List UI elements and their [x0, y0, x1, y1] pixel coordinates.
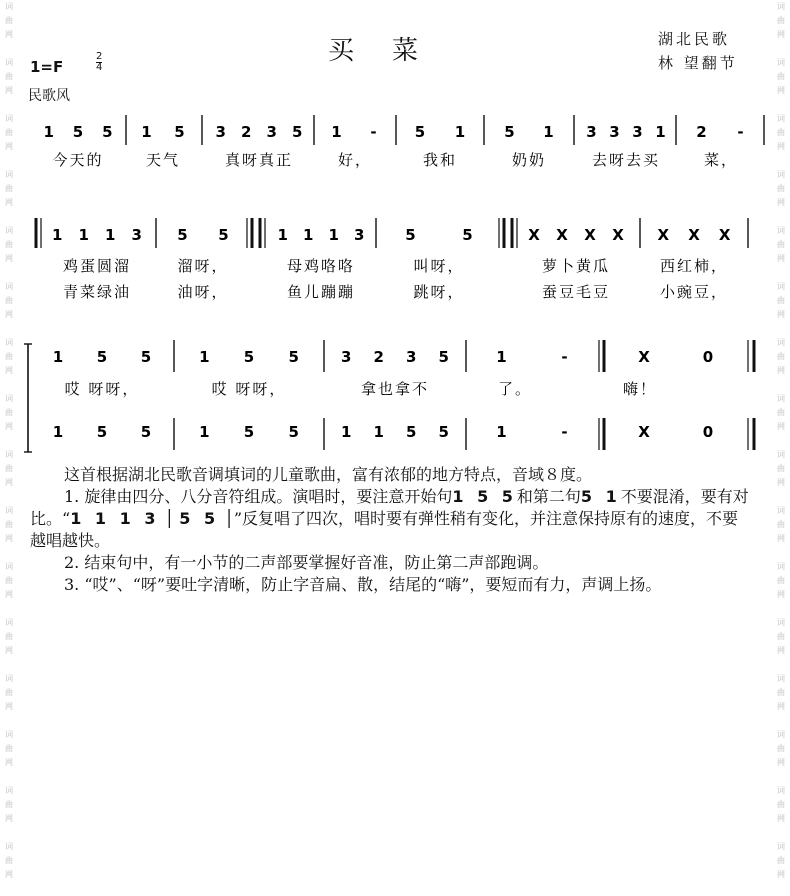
note-line-2: 1 — [105, 226, 116, 244]
note-line-2: 5 — [218, 226, 229, 244]
lyric-line-2b: 蚕豆毛豆 — [541, 283, 611, 301]
note-line-2: X — [556, 226, 568, 244]
note-line-2: 5 — [405, 226, 416, 244]
commentary — [30, 464, 750, 596]
note-line-3: 5 — [96, 348, 108, 366]
note-line-1: 3 — [266, 123, 277, 141]
note-line-1: 5 — [504, 123, 515, 141]
note-line-3: 1 — [496, 348, 507, 366]
note-line-1: 5 — [414, 123, 426, 141]
note-line-2: X — [688, 226, 700, 244]
watermark-right: 词 曲 网 词 曲 网 词 曲 网 词 曲 网 词 曲 网 词 曲 网 词 曲 网 词 曲 网 词 曲 网 词 曲 网 词 曲 网 词 曲 网 词 曲 网 词 曲 网 词 曲 网 词 曲 网 — [777, 2, 785, 879]
style-marking: 民歌风 — [28, 88, 70, 104]
lyric-line-3: 拿也拿不 — [360, 380, 430, 398]
note-line-4: X — [638, 423, 650, 441]
time-signature: 2 4 — [96, 51, 103, 73]
note-line-1: 1 — [331, 123, 342, 141]
note-line-3: 5 — [140, 348, 152, 366]
note-line-2: 1 — [277, 226, 288, 244]
note-line-1: 3 — [609, 123, 620, 141]
lyric-line-2b: 油呀， — [177, 283, 229, 301]
lyric-line-3: 了。 — [497, 380, 533, 398]
lyric-line-2b: 小豌豆， — [659, 283, 729, 301]
note-line-2: X — [584, 226, 596, 244]
note-line-4: 5 — [243, 423, 255, 441]
note-line-3: 1 — [199, 348, 210, 366]
quoted-phrase-a: 1 1 1 3 — [70, 509, 160, 528]
song-title: 买菜 — [328, 36, 457, 66]
note-line-1: 1 — [655, 123, 666, 141]
note-line-1: 5 — [292, 123, 303, 141]
note-line-2: 3 — [354, 226, 365, 244]
note-line-3: 5 — [438, 348, 449, 366]
note-line-4: 1 — [373, 423, 384, 441]
note-line-2: 1 — [328, 226, 339, 244]
paragraph-2: 2. 结束句中，有一小节的二声部要掌握好音准，防止第二声部跑调。 — [64, 553, 549, 572]
note-line-1: 3 — [215, 123, 226, 141]
note-line-4: 1 — [199, 423, 210, 441]
note-line-3: 5 — [243, 348, 255, 366]
lyric-line-2a: 萝卜黄瓜 — [541, 257, 611, 275]
note-line-1: 3 — [632, 123, 643, 141]
note-line-4: 5 — [406, 423, 417, 441]
lyric-line-2a: 西红柿， — [659, 257, 729, 275]
example-phrase-1: 1 5 5 — [452, 487, 517, 506]
watermark-left: 词 曲 网 词 曲 网 词 曲 网 词 曲 网 词 曲 网 词 曲 网 词 曲 网 词 曲 网 词 曲 网 词 曲 网 词 曲 网 词 曲 网 词 曲 网 词 曲 网 词 曲 网 词 曲 网 — [5, 2, 13, 879]
note-line-4: 5 — [140, 423, 152, 441]
note-line-4: 5 — [438, 423, 449, 441]
note-line-1: - — [370, 123, 377, 141]
lyric-line-2b: 青菜绿油 — [62, 283, 132, 301]
note-line-2: X — [657, 226, 670, 244]
lyric-line-3: 哎 呀呀， — [211, 380, 287, 398]
note-line-3: 2 — [373, 348, 384, 366]
note-line-3: 3 — [406, 348, 417, 366]
example-phrase-2: 5 1 — [580, 487, 621, 506]
intro-paragraph: 这首根据湖北民歌音调填词的儿童歌曲，富有浓郁的地方特点，音域８度。 — [64, 465, 593, 484]
note-line-1: 1 — [454, 123, 466, 141]
lyric-line-1: 真呀真正 — [224, 151, 294, 169]
note-line-1: 1 — [543, 123, 554, 141]
note-line-3: 3 — [341, 348, 352, 366]
note-line-1: 1 — [43, 123, 54, 141]
lyric-line-1: 菜， — [703, 151, 739, 169]
note-line-1: 2 — [696, 123, 707, 141]
lyric-line-2b: 跳呀， — [413, 283, 465, 301]
note-line-4: 5 — [288, 423, 299, 441]
note-line-1: 5 — [72, 123, 84, 141]
note-line-4: 1 — [52, 423, 64, 441]
note-line-1: 5 — [174, 123, 185, 141]
lyric-line-3: 哎 呀呀， — [64, 380, 140, 398]
note-line-1: - — [737, 123, 744, 141]
note-line-2: 1 — [52, 226, 63, 244]
key-signature: 1=F — [30, 58, 64, 76]
note-line-3: X — [638, 348, 650, 366]
note-line-1: 1 — [141, 123, 152, 141]
lyric-line-1: 我和 — [422, 151, 458, 169]
note-line-2: 3 — [131, 226, 142, 244]
note-line-4: 1 — [496, 423, 507, 441]
song-origin: 湖北民歌 — [658, 30, 731, 48]
lyric-line-2b: 鱼儿蹦蹦 — [286, 283, 356, 301]
note-line-2: 5 — [462, 226, 473, 244]
note-line-4: 0 — [702, 423, 714, 441]
note-line-2: 5 — [177, 226, 188, 244]
note-line-1: 5 — [102, 123, 113, 141]
lyric-line-1: 奶奶 — [511, 151, 547, 169]
lyric-line-1: 去呀去买 — [591, 151, 661, 169]
lyric-line-2a: 叫呀， — [413, 257, 465, 275]
note-line-4: - — [561, 423, 568, 441]
note-line-2: X — [718, 226, 731, 244]
note-line-3: 5 — [288, 348, 299, 366]
note-line-2: 1 — [78, 226, 89, 244]
note-line-3: 0 — [702, 348, 714, 366]
note-line-3: - — [561, 348, 568, 366]
lyric-line-2a: 鸡蛋圆溜 — [62, 257, 132, 275]
song-arranger: 林 望翻节 — [658, 54, 738, 72]
lyric-line-2a: 母鸡咯咯 — [286, 257, 356, 275]
note-line-2: X — [612, 226, 624, 244]
lyric-line-3: 嗨！ — [622, 380, 658, 398]
note-line-1: 3 — [586, 123, 597, 141]
note-line-4: 1 — [341, 423, 352, 441]
note-line-2: X — [528, 226, 540, 244]
note-line-4: 5 — [96, 423, 108, 441]
lyric-line-1: 好， — [337, 151, 373, 169]
lyric-line-1: 天气 — [145, 151, 181, 169]
paragraph-3: 3. “哎”、“呀”要吐字清晰，防止字音扁、散，结尾的“嗨”，要短而有力，声调上扬。 — [64, 575, 662, 594]
note-line-1: 2 — [241, 123, 252, 141]
lyric-line-2a: 溜呀， — [177, 257, 229, 275]
note-line-3: 1 — [52, 348, 64, 366]
note-line-2: 1 — [303, 226, 314, 244]
quoted-phrase-b: 5 5 — [179, 509, 220, 528]
lyric-line-1: 今天的 — [52, 151, 104, 169]
paragraph-1: 1. 旋律由四分、八分音符组成。演唱时，要注意开始句1 5 5和第二句5 1不要混淆，要有对比。“1 1 1 3 │ 5 5 │”反复唱了四次，唱时要有弹性稍有变化，并注意保持原有的速度，不要越唱越快。 — [30, 487, 749, 550]
